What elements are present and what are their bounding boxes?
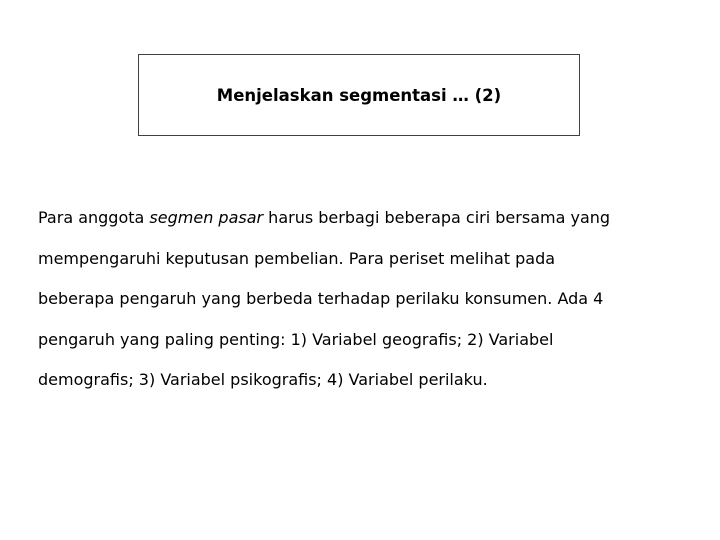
body-line-1 <box>38 198 678 239</box>
slide-title: Menjelaskan segmentasi … (2) <box>216 85 502 105</box>
body-line-4: pengaruh yang paling penting: 1) Variabel geografis; 2) Variabel <box>38 329 554 349</box>
title-box <box>138 54 580 136</box>
body-paragraph <box>38 198 678 401</box>
body-line-3: beberapa pengaruh yang berbeda terhadap perilaku konsumen. Ada 4 <box>38 289 604 308</box>
body-line-1-prefix: Para anggota <box>38 208 150 227</box>
body-line-2: mempengaruhi keputusan pembelian. Para periset melihat pada <box>38 248 556 268</box>
body-line-1-italic: segmen pasar <box>149 208 264 227</box>
body-line-5: demografis; 3) Variabel psikografis; 4) Variabel perilaku. <box>38 370 488 389</box>
body-line-1-suffix: harus berbagi beberapa ciri bersama yang <box>263 208 611 227</box>
